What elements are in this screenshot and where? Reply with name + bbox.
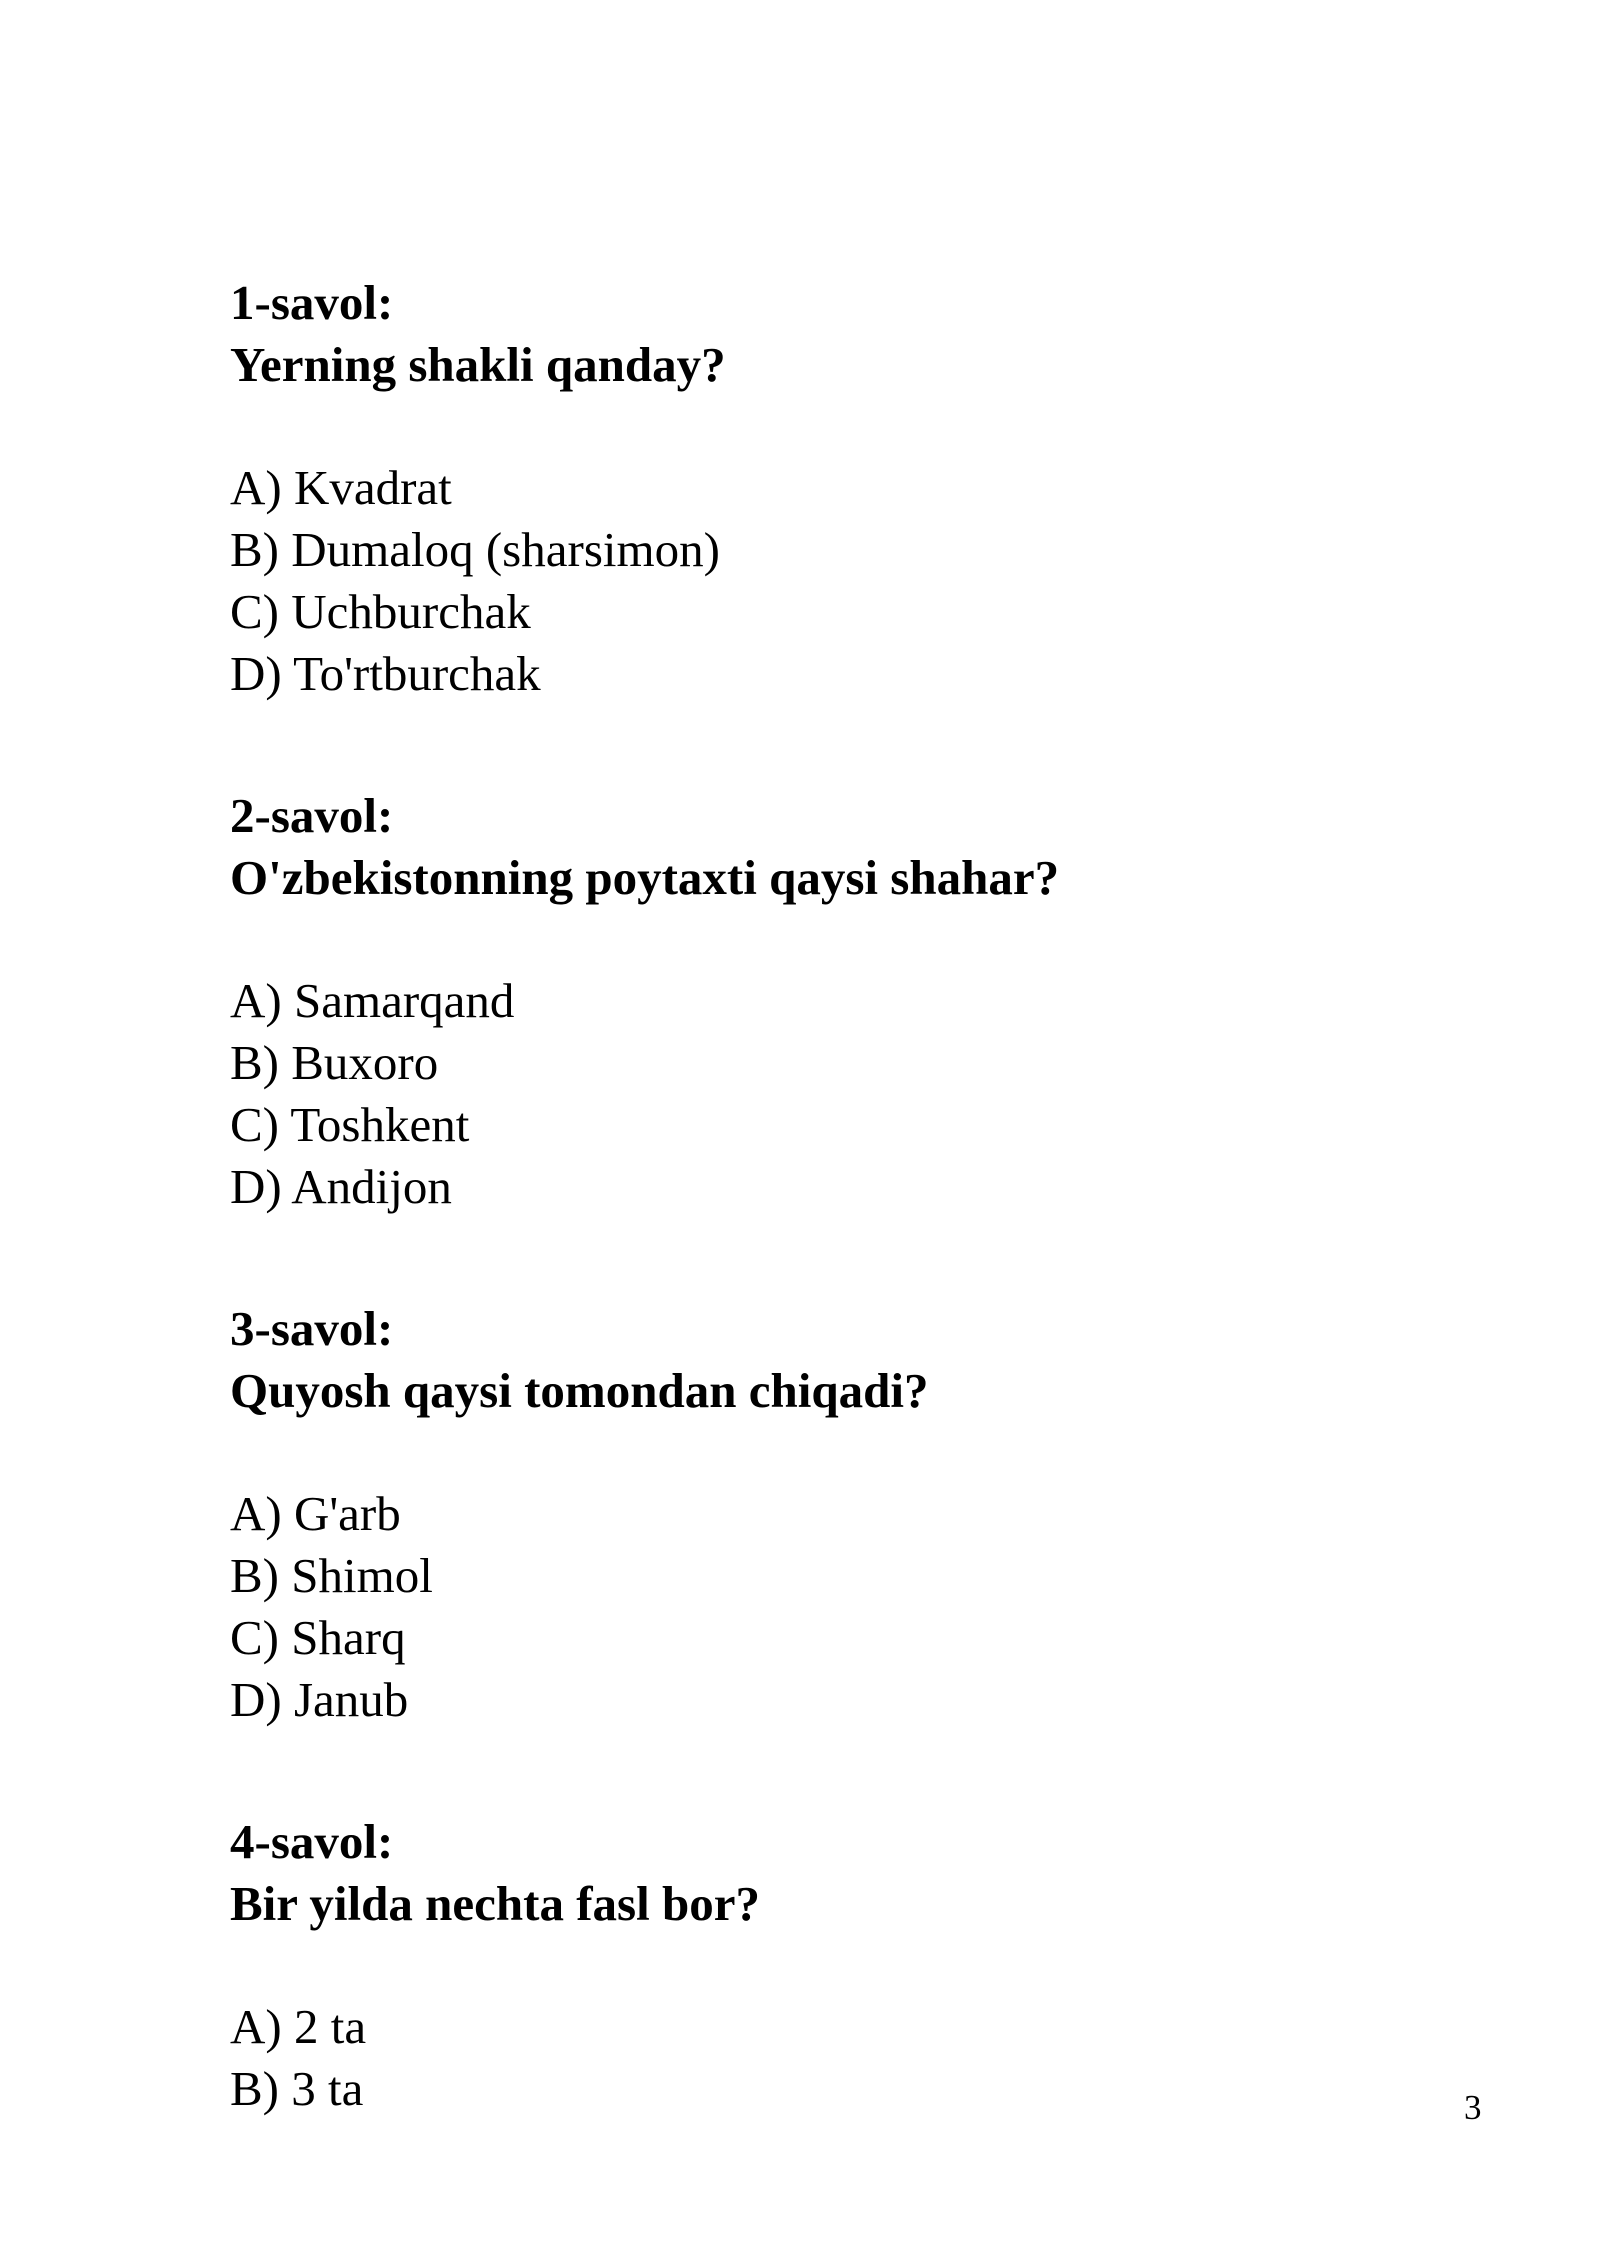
answer-option: D) Janub <box>230 1672 409 1727</box>
question-text: Quyosh qaysi tomondan chiqadi? <box>230 1363 929 1418</box>
answer-options <box>230 1483 1490 1731</box>
question-number: 3-savol: <box>230 1301 394 1356</box>
answer-options <box>230 970 1490 1218</box>
answer-option: A) 2 ta <box>230 1999 367 2054</box>
question-number: 4-savol: <box>230 1814 394 1869</box>
answer-option: A) G'arb <box>230 1486 401 1541</box>
question-1 <box>230 272 1490 705</box>
answer-option: B) Buxoro <box>230 1035 439 1090</box>
answer-option: C) Toshkent <box>230 1097 470 1152</box>
answer-option: B) Shimol <box>230 1548 433 1603</box>
question-number: 1-savol: <box>230 275 394 330</box>
page-number: 3 <box>1464 2088 1482 2127</box>
question-number: 2-savol: <box>230 788 394 843</box>
answer-options <box>230 1996 1490 2120</box>
question-text: Yerning shakli qanday? <box>230 337 726 392</box>
answer-option: C) Uchburchak <box>230 584 531 639</box>
question-4 <box>230 1811 1490 2120</box>
answer-option: D) Andijon <box>230 1159 452 1214</box>
question-3 <box>230 1298 1490 1731</box>
answer-option: D) To'rtburchak <box>230 646 541 701</box>
answer-option: C) Sharq <box>230 1610 406 1665</box>
question-list <box>230 272 1490 2200</box>
question-text: Bir yilda nechta fasl bor? <box>230 1876 760 1931</box>
question-text: O'zbekistonning poytaxti qaysi shahar? <box>230 850 1060 905</box>
answer-options <box>230 457 1490 705</box>
answer-option: A) Kvadrat <box>230 460 452 515</box>
answer-option: B) Dumaloq (sharsimon) <box>230 522 720 577</box>
answer-option: A) Samarqand <box>230 973 515 1028</box>
answer-option: B) 3 ta <box>230 2061 364 2116</box>
question-2 <box>230 785 1490 1218</box>
